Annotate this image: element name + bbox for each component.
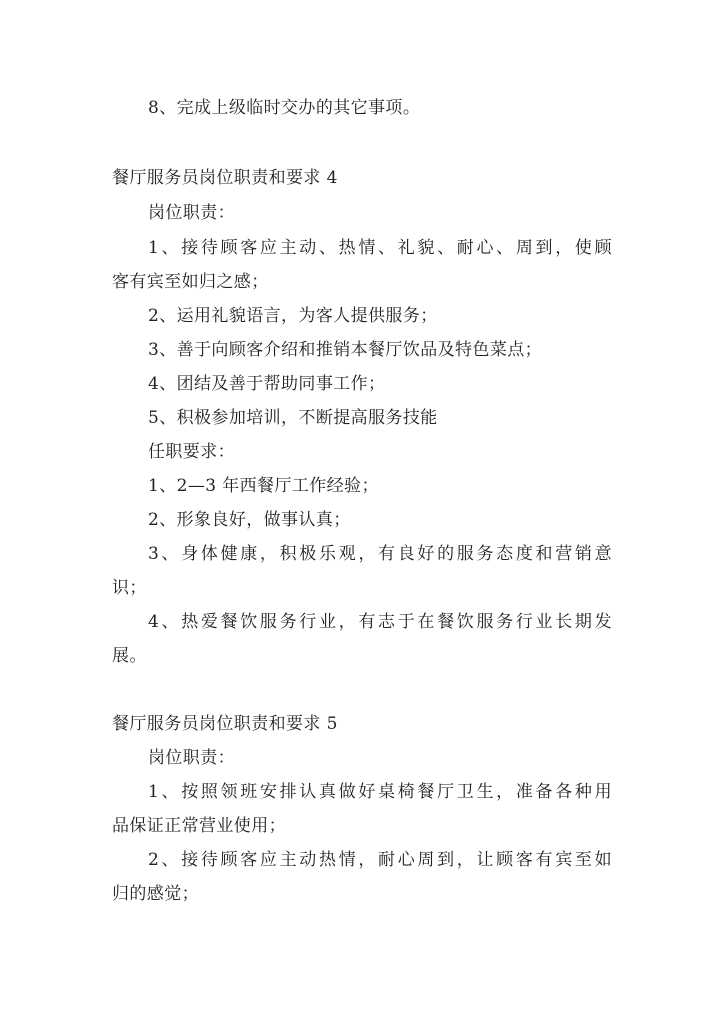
list-item: 2、形象良好，做事认真；	[148, 510, 351, 530]
list-item: 4、团结及善于帮助同事工作；	[148, 374, 386, 394]
requirements-heading: 任职要求：	[148, 442, 235, 462]
section-title: 餐厅服务员岗位职责和要求 4	[112, 168, 338, 188]
list-item: 1、接待顾客应主动、热情、礼貌、耐心、周到，使顾	[148, 238, 612, 258]
list-item: 2、接待顾客应主动热情，耐心周到，让顾客有宾至如	[148, 850, 612, 870]
list-item: 3、善于向顾客介绍和推销本餐厅饮品及特色菜点；	[148, 340, 543, 360]
list-item-continuation: 品保证正常营业使用；	[112, 816, 286, 836]
list-item: 5、积极参加培训，不断提高服务技能	[148, 408, 438, 428]
list-item-continuation: 客有宾至如归之感；	[112, 272, 269, 292]
list-item-continuation: 识；	[112, 578, 147, 598]
list-item-continuation: 归的感觉；	[112, 884, 199, 904]
list-item-continuation: 展。	[112, 646, 147, 666]
list-item: 2、运用礼貌语言，为客人提供服务；	[148, 306, 438, 326]
list-item: 1、按照领班安排认真做好桌椅餐厅卫生，准备各种用	[148, 782, 612, 802]
list-item: 1、2—3 年西餐厅工作经验；	[148, 476, 379, 496]
section-title: 餐厅服务员岗位职责和要求 5	[112, 714, 338, 734]
duties-heading: 岗位职责：	[148, 748, 235, 768]
list-item: 8、完成上级临时交办的其它事项。	[148, 98, 421, 118]
list-item: 3、身体健康，积极乐观，有良好的服务态度和营销意	[148, 544, 612, 564]
list-item: 4、热爱餐饮服务行业，有志于在餐饮服务行业长期发	[148, 612, 612, 632]
duties-heading: 岗位职责：	[148, 203, 235, 223]
